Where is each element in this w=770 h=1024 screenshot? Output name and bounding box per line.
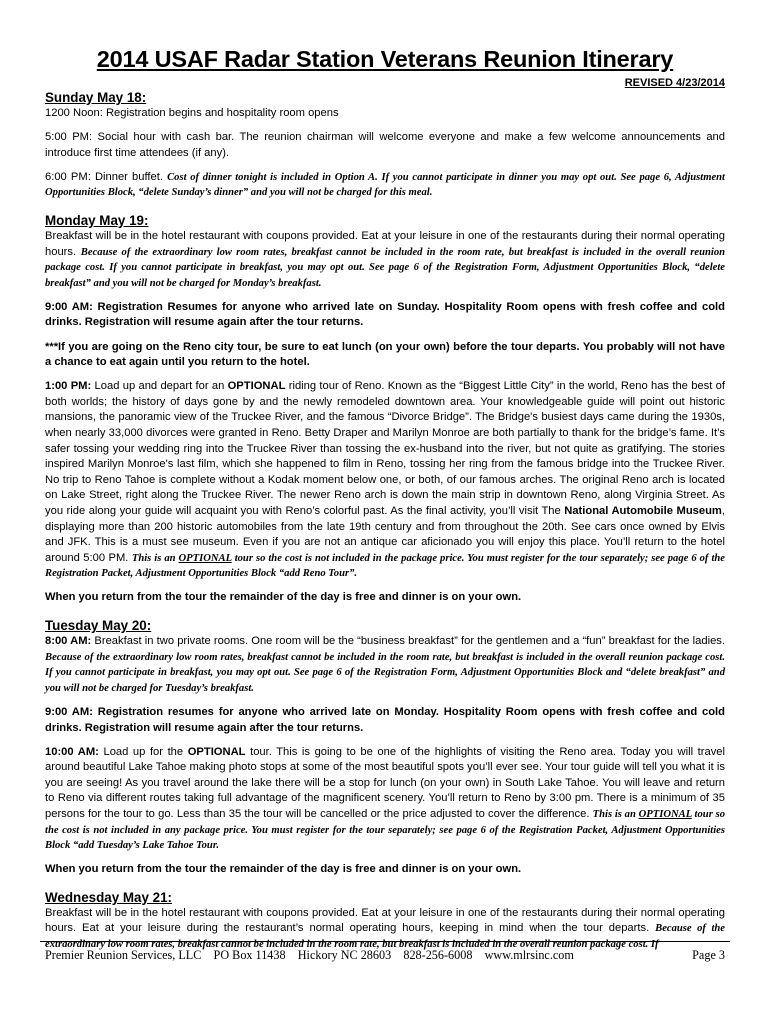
monday-tour-text-b: riding tour of Reno. Known as the “Biggest Little City” in the world, Reno has the best of both worlds; the history of days gone by and the newly remodeled downtown area. Your knowledgeable guide will point out historic mansions, the panoramic view of the Truckee River, and the famous “Divorce Bridge”. The Bridge's busiest days came during the 1930s, when nearly 33,000 divorces were granted in Reno. Betty Draper and Marilyn Monroe are both partially to thank for the bridge’s fame. It’s safer tossing your wedding ring into the Truckee River than tossing the ex-husband into the river, but not quite as gratifying. The stories inspired Marilyn Monroe's last film, which she happened to film in Reno, tossing her ring from the famous bridge into the Truckee River. No trip to Reno Tahoe is complete without a Kodak moment below one, or both, of our famous arches. The original Reno arch is located on Lake Street, right along the Truckee River. The newer Reno arch is down the main strip in downtown Reno, along Virginia Street. As you ride along your guide will acquaint you with Reno’s colorful past. As the final activity, you’ll visit The xyxy=(45,380,725,517)
monday-breakfast-lead: Breakfast will be in the hotel restaurant with coupons provided. Eat at your leisure in one of the restaurants during their normal operating hours. xyxy=(45,229,725,258)
day-heading-tuesday: Tuesday May 20: xyxy=(45,618,152,634)
tuesday-tahoe-tour xyxy=(45,745,725,854)
revised-date: REVISED 4/23/2014 xyxy=(624,77,725,89)
monday-registration: 9:00 AM: Registration Resumes for anyone who arrived late on Sunday. Hospitality Room opens with fresh coffee and cold drinks. Registration will resume again after the tour returns. xyxy=(45,300,725,329)
sunday-dinner-note: Cost of dinner tonight is included in Option A. If you cannot participate in dinner you may opt out. See page 6, Adjustment Opportunities Block, “delete Sunday’s dinner” and you will not be charged for this meal. xyxy=(45,171,725,199)
monday-tour-note-a: This is an xyxy=(131,552,179,564)
tuesday-tour-note-a: This is an xyxy=(592,808,639,820)
wednesday-breakfast-lead: Breakfast will be in the hotel restaurant with coupons provided. Eat at your leisure in one of the restaurants during their normal operating hours. Eat at your leisure during the restaurant’s normal operating hours, keeping in mind when the tour departs. xyxy=(45,906,725,935)
tuesday-breakfast-time: 8:00 AM: xyxy=(45,635,92,648)
monday-evening: When you return from the tour the remainder of the day is free and dinner is on your own. xyxy=(45,591,522,604)
monday-breakfast xyxy=(45,229,725,291)
day-heading-sunday: Sunday May 18: xyxy=(45,90,147,105)
monday-tour-time: 1:00 PM: xyxy=(45,380,92,393)
monday-tour-note xyxy=(45,553,725,580)
monday-tour-museum: National Automobile Museum xyxy=(564,504,722,517)
tuesday-evening: When you return from the tour the remainder of the day is free and dinner is on your own. xyxy=(45,863,522,876)
footer-company-info: Premier Reunion Services, LLC PO Box 11438 Hickory NC 28603 828-256-6008 www.mlrsinc.com xyxy=(45,948,574,962)
monday-tour-text-a: Load up and depart for an xyxy=(91,380,228,393)
page-title: 2014 USAF Radar Station Veterans Reunion Itinerary xyxy=(96,46,674,72)
tuesday-breakfast-note: Because of the extraordinary low room rates, breakfast cannot be included in the room rate, but breakfast is included in the overall reunion package cost. If you cannot participate in breakfast, you may opt out. See page 6 of the Registration Form, Adjustment Opportunities Block and “delete breakfast” and you will not be charged for Tuesday’s breakfast. xyxy=(45,651,725,694)
monday-tour-note-optional: OPTIONAL xyxy=(178,552,232,564)
monday-tour-note-b: tour so the cost is not included in the package price. You must register for the tour separately; see page 6 of the Registration Packet, Adjustment Opportunities Block “add Reno Tour”. xyxy=(45,552,725,580)
monday-tour-text-c: , displaying more than 200 historic automobiles from the late 19th century and from throughout the 20th. See cars once owned by Elvis and JFK. This is a must see museum. Even if you are not an antique car aficionado you will enjoy this place. You’ll return to the hotel around 5:00 PM. xyxy=(45,504,725,564)
wednesday-breakfast xyxy=(45,906,725,953)
tuesday-tour-time: 10:00 AM: xyxy=(45,745,99,758)
itinerary-body xyxy=(45,90,725,961)
sunday-social-hour: 5:00 PM: Social hour with cash bar. The reunion chairman will welcome everyone and make a few welcome announcements and introduce first time attendees (if any). xyxy=(45,131,725,159)
monday-lunch-notice: ***If you are going on the Reno city tour, be sure to eat lunch (on your own) before the tour departs. You probably will not have a chance to eat again until you return to the hotel. xyxy=(45,340,725,369)
footer-divider xyxy=(40,941,730,942)
tuesday-tour-note-optional: OPTIONAL xyxy=(638,808,692,820)
day-heading-monday: Monday May 19: xyxy=(45,212,149,228)
tuesday-tour-optional: OPTIONAL xyxy=(187,745,246,758)
tuesday-tour-note-end: . xyxy=(216,840,220,852)
monday-breakfast-note: Because of the extraordinary low room rates, breakfast cannot be included in the room rate, but breakfast is included in the overall reunion package cost. If you cannot participate in breakfast, you may opt out. See page 6 of the Registration Form, Adjustment Opportunities Block, “delete breakfast” and you will not be charged for Monday’s breakfast. xyxy=(45,246,726,289)
tuesday-tour-text-a: Load up for the xyxy=(98,745,188,758)
monday-reno-tour xyxy=(45,379,725,582)
tuesday-breakfast xyxy=(45,634,725,696)
sunday-dinner-lead: 6:00 PM: Dinner buffet. xyxy=(45,170,168,183)
monday-tour-optional: OPTIONAL xyxy=(227,380,286,393)
tuesday-tour-text-b: tour. This is going to be one of the highlights of visiting the Reno area. Today you will travel around beautiful Lake Tahoe making photo stops at some of the most beautiful spots you’ll ever see. Your tour guide will tell you what it is you are seeing! As you travel around the lake there will be a stop for lunch (on your own) in South Lake Tahoe. You will leave and return to Reno via different routes taking full advantage of the magnificent scenery. You’ll return to Reno by 3:00 pm. There is a minimum of 35 persons for the tour to go. Less than 35 the tour will be cancelled or the price adjusted to cover the difference. xyxy=(45,745,725,820)
wednesday-breakfast-note: Because of the extraordinary low room rates, breakfast cannot be included in the room rate, but breakfast is included in the overall reunion package cost. If xyxy=(45,923,725,951)
tuesday-breakfast-text: Breakfast in two private rooms. One room will be the “business breakfast” for the gentlemen and a “fun” breakfast for the ladies. xyxy=(91,635,725,648)
sunday-dinner xyxy=(45,170,725,201)
tuesday-registration: 9:00 AM: Registration resumes for anyone who arrived late on Monday. Hospitality Room opens with fresh coffee and cold drinks. Registration will resume again after the tour returns. xyxy=(45,705,725,734)
day-heading-wednesday: Wednesday May 21: xyxy=(45,889,173,905)
sunday-registration: 1200 Noon: Registration begins and hospitality room opens xyxy=(45,107,339,119)
page-number: Page 3 xyxy=(692,948,725,962)
tuesday-tour-note-b: tour so the cost is not included in any package price. You must register for the tour separately; see page 6 of the Registration Packet, Adjustment Opportunities Block “add Tuesday’s Lake Tahoe Tour xyxy=(45,808,725,852)
